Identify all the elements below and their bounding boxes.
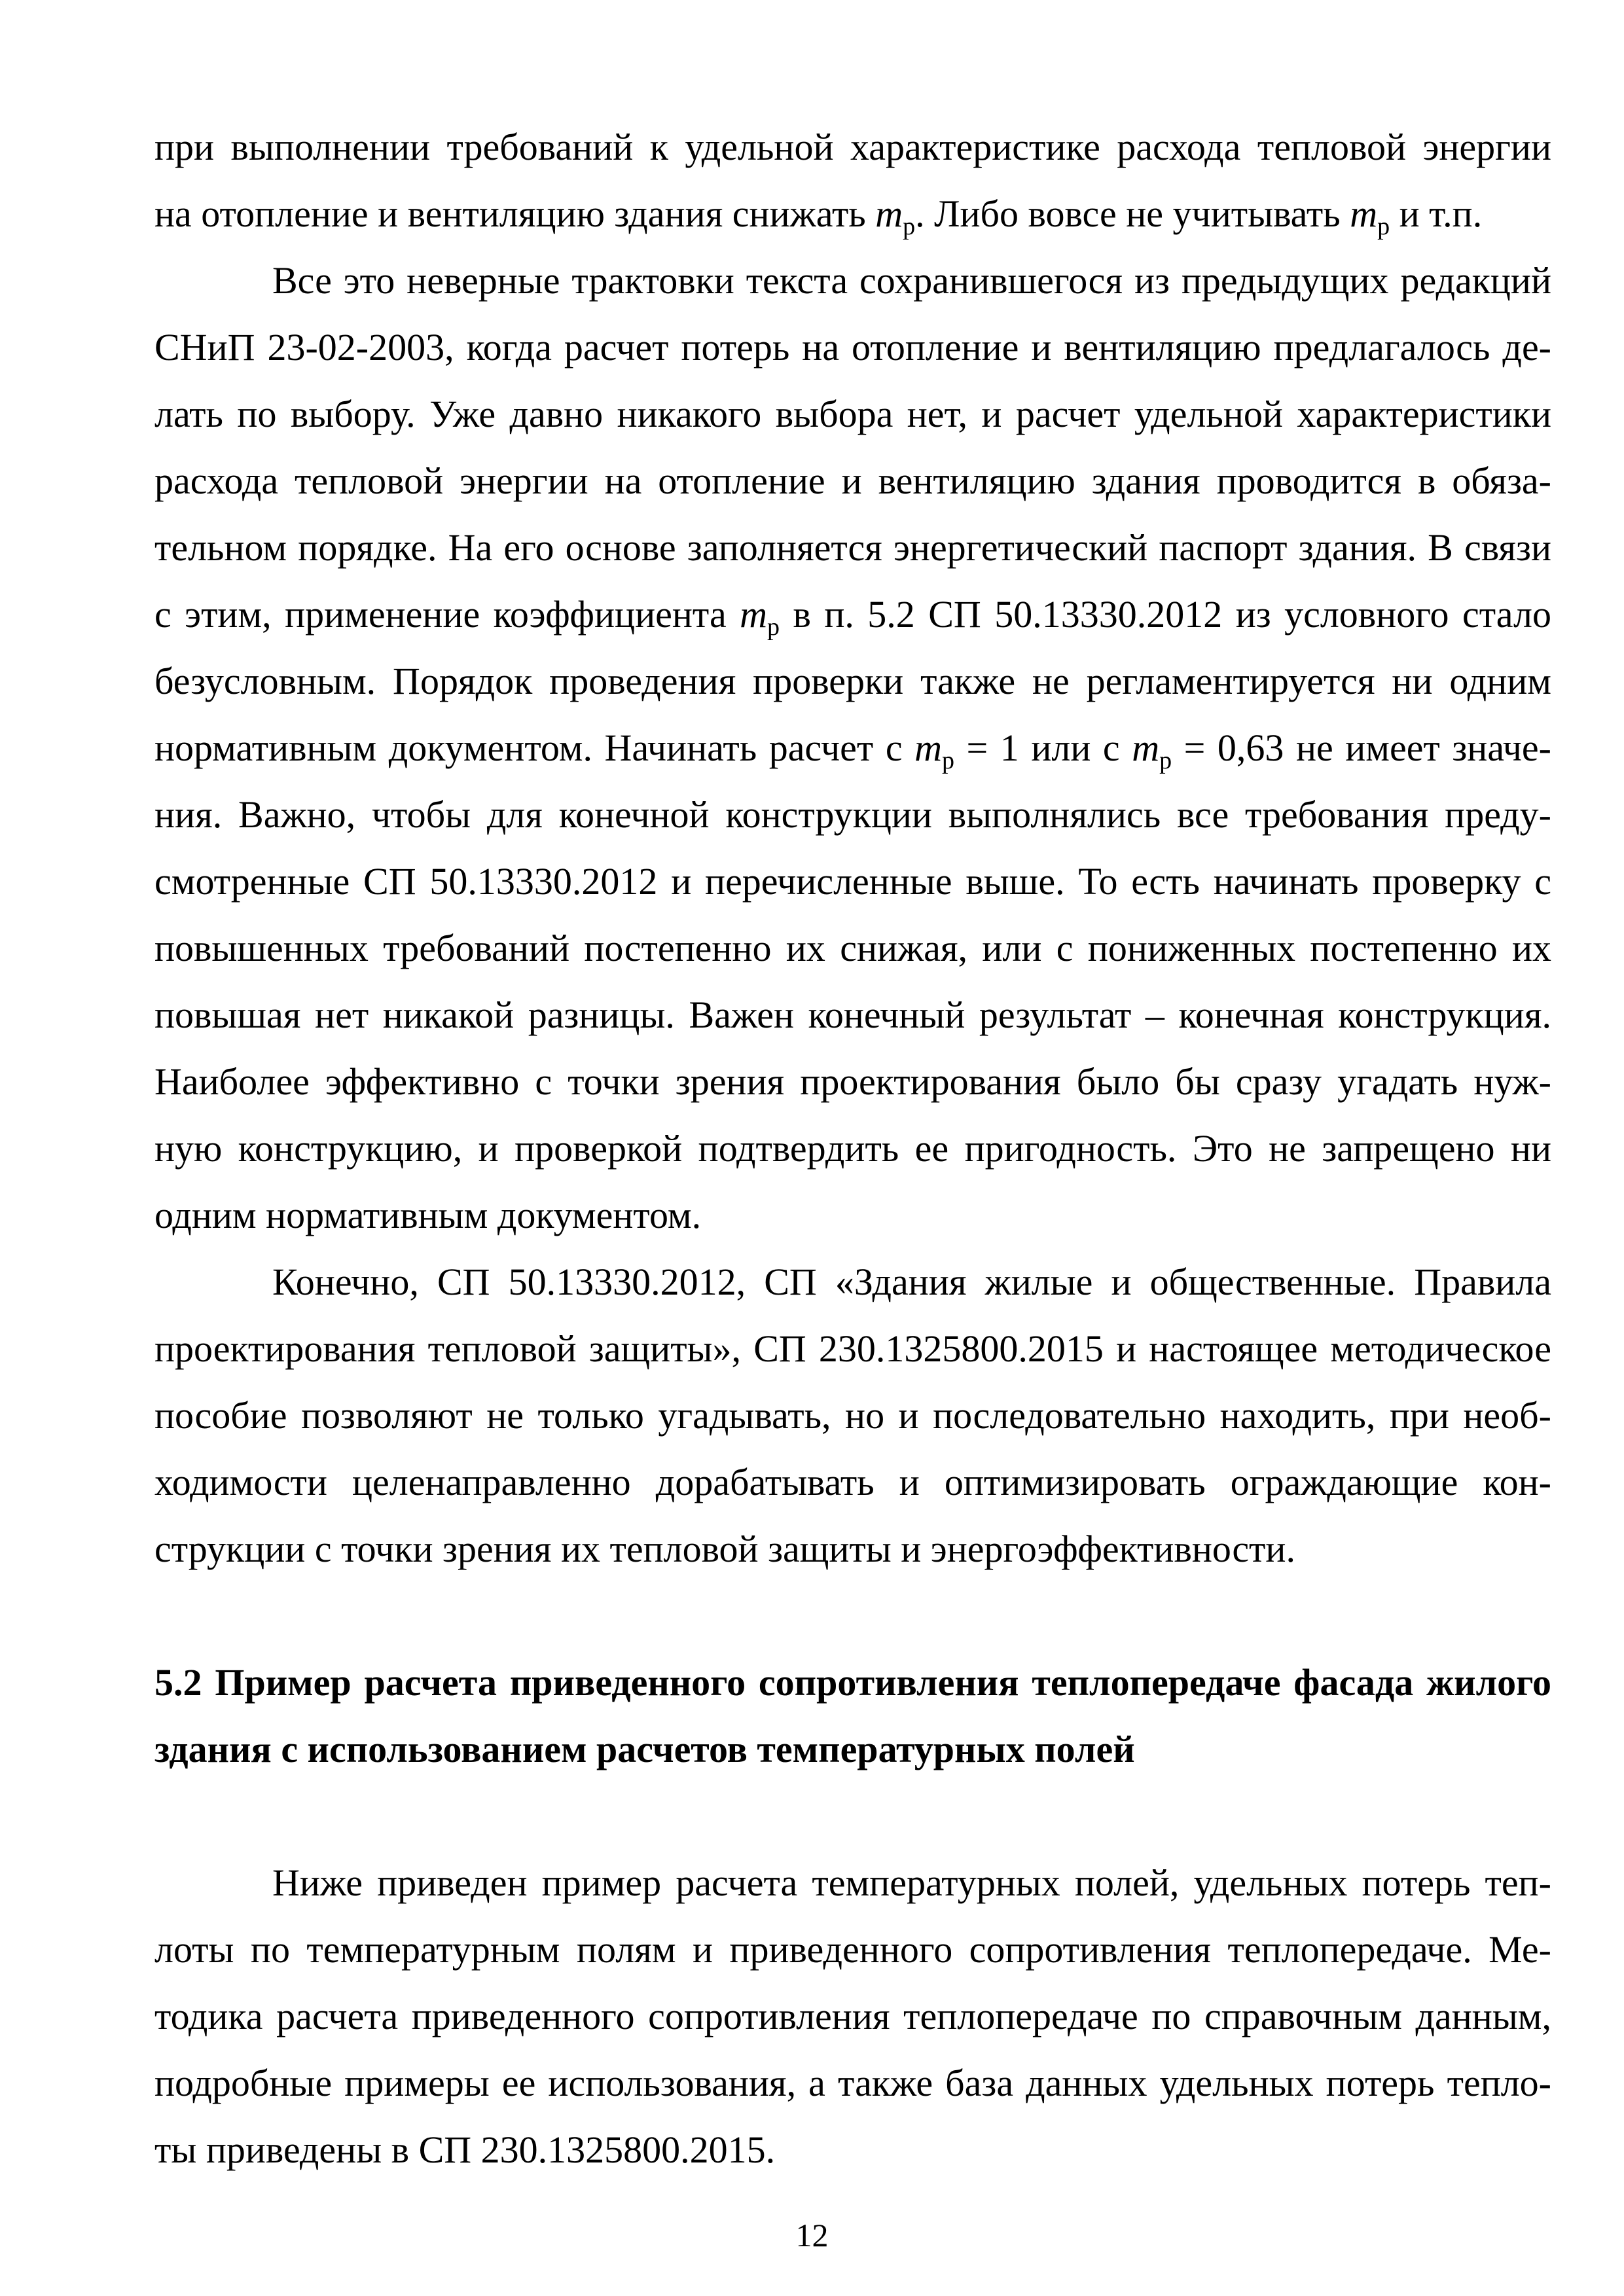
text-run: ную конструкцию, и проверкой подтвердить ее пригодность. Это не запрещено ни [154, 1127, 1551, 1170]
text-run: с этим, применение коэффициента [154, 593, 740, 636]
text-line [154, 1316, 1551, 1382]
section-heading-line [154, 1649, 1551, 1716]
text-run: Конечно, СП 50.13330.2012, СП «Здания жилые и общественные. Правила [272, 1261, 1551, 1303]
text-run: Наиболее эффективно с точки зрения проектирования было бы сразу угадать нуж- [154, 1060, 1551, 1103]
section-heading-line [154, 1716, 1551, 1783]
text-line [154, 1449, 1551, 1516]
variable-subscript: р [767, 613, 780, 641]
text-run: лоты по температурным полям и приведенного сопротивления теплопередаче. Ме- [154, 1928, 1551, 1971]
text-line [154, 448, 1551, 514]
text-line [154, 915, 1551, 982]
text-run: СНиП 23-02-2003, когда расчет потерь на отопление и вентиляцию предлагалось де- [154, 326, 1551, 368]
text-line [154, 114, 1551, 181]
variable-symbol: m [914, 726, 942, 769]
variable-subscript: р [1377, 213, 1390, 240]
text-line [154, 848, 1551, 915]
text-run: одним нормативным документом. [154, 1194, 702, 1236]
text-run: подробные примеры ее использования, а также база данных удельных потерь тепло- [154, 2062, 1551, 2104]
text-run: лать по выбору. Уже давно никакого выбора нет, и расчет удельной характеристики [154, 393, 1551, 435]
text-run: в п. 5.2 СП 50.13330.2012 из условного стало [780, 593, 1551, 636]
text-line [154, 1516, 1551, 1583]
math-variable [914, 726, 954, 774]
text-run: тодика расчета приведенного сопротивления теплопередаче по справочным данным, [154, 1995, 1551, 2037]
text-run: = 1 или с [954, 726, 1132, 769]
text-run: и т.п. [1390, 192, 1483, 235]
text-line [154, 1850, 1551, 1916]
text-run: проектирования тепловой защиты», СП 230.1325800.2015 и настоящее методическое [154, 1327, 1551, 1370]
text-line [154, 2117, 1551, 2183]
text-run: тельном порядке. На его основе заполняется энергетический паспорт здания. В связи [154, 526, 1551, 569]
text-line [154, 982, 1551, 1049]
text-line [154, 715, 1551, 781]
text-run: . Либо вовсе не учитывать [915, 192, 1350, 235]
text-run: безусловным. Порядок проведения проверки также не регламентируется ни одним [154, 660, 1551, 702]
variable-symbol: m [740, 593, 768, 636]
text-line [154, 514, 1551, 581]
variable-subscript: р [942, 747, 954, 774]
text-run: ния. Важно, чтобы для конечной конструкции выполнялись все требования преду- [154, 793, 1551, 836]
text-run: на отопление и вентиляцию здания снижать [154, 192, 876, 235]
text-run: ты приведены в СП 230.1325800.2015. [154, 2128, 776, 2171]
text-run: 5.2 Пример расчета приведенного сопротивления теплопередаче фасада жилого [154, 1661, 1551, 1704]
text-line [154, 181, 1551, 247]
text-line [154, 247, 1551, 314]
text-line [154, 581, 1551, 648]
text-run: нормативным документом. Начинать расчет с [154, 726, 915, 769]
text-line [154, 2050, 1551, 2117]
variable-subscript: р [903, 213, 916, 240]
text-line [154, 381, 1551, 448]
text-line [154, 1382, 1551, 1449]
text-run: при выполнении требований к удельной характеристике расхода тепловой энергии [154, 126, 1551, 168]
text-line [154, 1983, 1551, 2050]
text-run: Ниже приведен пример расчета температурных полей, удельных потерь теп- [272, 1861, 1551, 1904]
math-variable [740, 593, 780, 641]
text-run: пособие позволяют не только угадывать, но и последовательно находить, при необ- [154, 1394, 1551, 1437]
page-number: 12 [795, 2217, 829, 2253]
text-line [154, 1182, 1551, 1249]
math-variable [875, 192, 916, 240]
text-line [154, 648, 1551, 715]
text-run: Все это неверные трактовки текста сохранившегося из предыдущих редакций [272, 259, 1551, 302]
blank-line [154, 1583, 1551, 1649]
variable-symbol: m [1132, 726, 1160, 769]
document-body [154, 114, 1551, 2183]
math-variable [1132, 726, 1172, 774]
text-run: здания с использованием расчетов температурных полей [154, 1728, 1135, 1770]
text-line [154, 314, 1551, 381]
variable-symbol: m [875, 192, 903, 235]
text-line [154, 781, 1551, 848]
variable-subscript: р [1159, 747, 1172, 774]
variable-symbol: m [1350, 192, 1378, 235]
text-run: ходимости целенаправленно дорабатывать и оптимизировать ограждающие кон- [154, 1461, 1551, 1503]
text-run: смотренные СП 50.13330.2012 и перечисленные выше. То есть начинать проверку с [154, 860, 1551, 903]
text-run: расхода тепловой энергии на отопление и вентиляцию здания проводится в обяза- [154, 459, 1551, 502]
text-line [154, 1115, 1551, 1182]
text-run: струкции с точки зрения их тепловой защиты и энергоэффективности. [154, 1528, 1295, 1570]
text-run: повышенных требований постепенно их снижая, или с пониженных постепенно их [154, 927, 1551, 969]
text-run: = 0,63 не имеет значе- [1172, 726, 1551, 769]
text-line [154, 1249, 1551, 1316]
blank-line [154, 1783, 1551, 1850]
text-run: повышая нет никакой разницы. Важен конечный результат – конечная конструкция. [154, 994, 1551, 1036]
text-line [154, 1049, 1551, 1115]
math-variable [1350, 192, 1390, 240]
text-line [154, 1916, 1551, 1983]
